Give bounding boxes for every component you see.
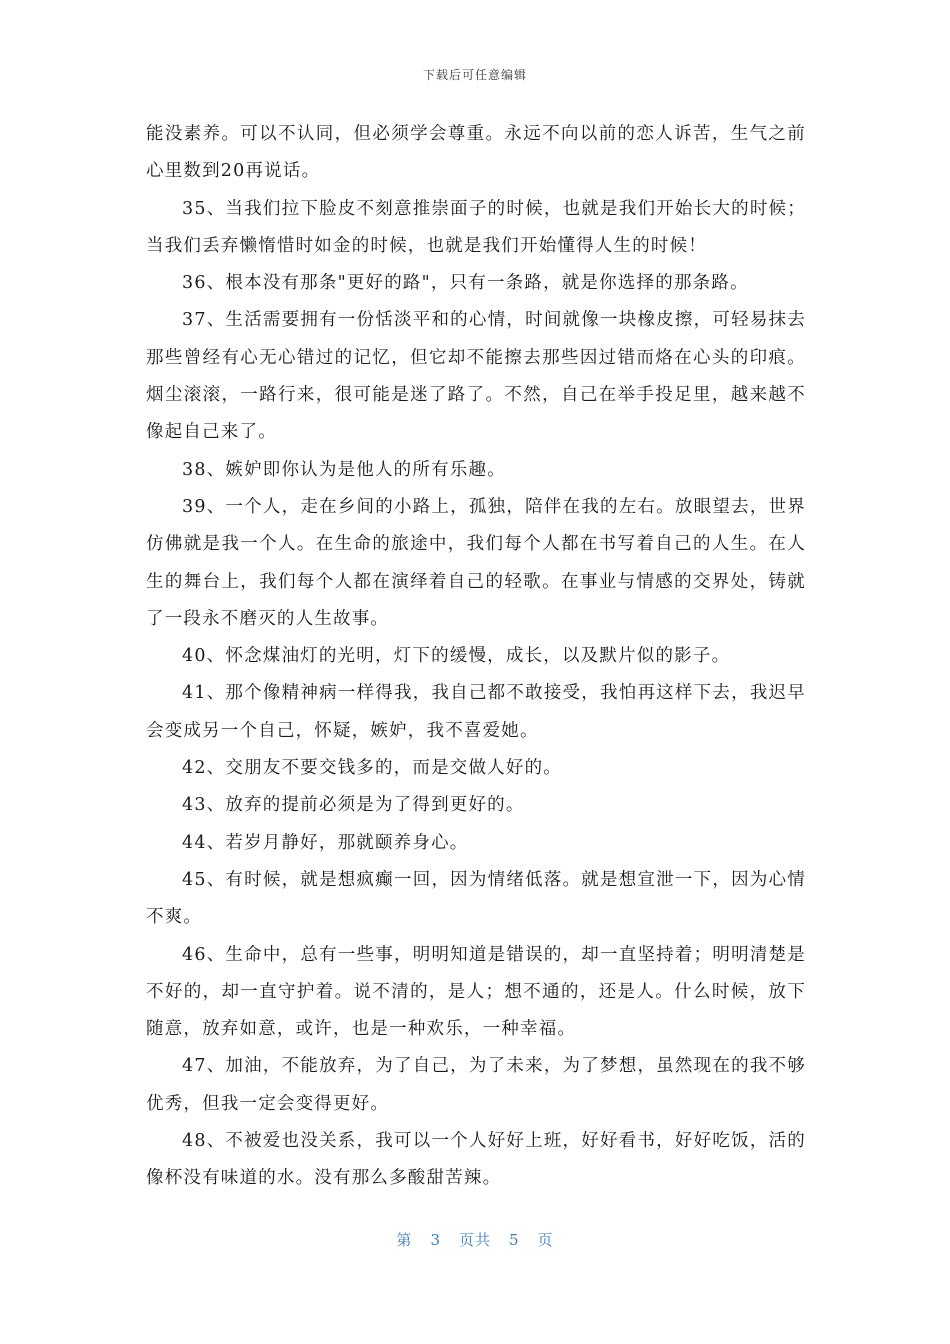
paragraph: 47、加油，不能放弃，为了自己，为了未来，为了梦想，虽然现在的我不够优秀，但我一定会变得更好。 bbox=[146, 1056, 806, 1114]
paragraph: 35、当我们拉下脸皮不刻意推崇面子的时候，也就是我们开始长大的时候；当我们丢弃懒惰惜时如金的时候，也就是我们开始懂得人生的时候！ bbox=[146, 198, 806, 256]
page-header: 下载后可任意编辑 bbox=[422, 68, 527, 82]
paragraph: 44、若岁月静好，那就颐养身心。 bbox=[182, 832, 469, 853]
current-page-number: 3 bbox=[430, 1231, 441, 1249]
paragraph: 42、交朋友不要交钱多的，而是交做人好的。 bbox=[182, 758, 562, 779]
footer-suffix: 页 bbox=[537, 1231, 554, 1249]
footer-prefix: 第 bbox=[396, 1231, 413, 1249]
footer-middle: 页共 bbox=[458, 1231, 491, 1249]
paragraph: 37、生活需要拥有一份恬淡平和的心情，时间就像一块橡皮擦，可轻易抹去那些曾经有心无心错过的记忆，但它却不能擦去那些因过错而烙在心头的印痕。烟尘滚滚，一路行来，很可能是迷了路了。不然，自己在举手投足里，越来越不像起自己来了。 bbox=[146, 310, 806, 443]
paragraph: 45、有时候，就是想疯癫一回，因为情绪低落。就是想宣泄一下，因为心情不爽。 bbox=[146, 869, 806, 928]
paragraph: 36、根本没有那条"更好的路"，只有一条路，就是你选择的那条路。 bbox=[182, 273, 749, 294]
total-pages-number: 5 bbox=[509, 1231, 520, 1249]
paragraph: 46、生命中，总有一些事，明明知道是错误的，却一直坚持着；明明清楚是不好的，却一直守护着。说不清的，是人；想不通的，还是人。什么时候，放下随意，放弃如意，或许，也是一种欢乐，一种幸福。 bbox=[146, 944, 806, 1040]
paragraph: 38、嫉妒即你认为是他人的所有乐趣。 bbox=[182, 459, 506, 480]
paragraph: 43、放弃的提前必须是为了得到更好的。 bbox=[182, 795, 525, 816]
paragraph: 40、怀念煤油灯的光明，灯下的缓慢，成长，以及默片似的影子。 bbox=[182, 646, 731, 667]
page-footer bbox=[0, 1229, 950, 1250]
document-body bbox=[146, 116, 806, 1198]
paragraph: 39、一个人，走在乡间的小路上，孤独，陪伴在我的左右。放眼望去，世界仿佛就是我一个人。在生命的旅途中，我们每个人都在书写着自己的人生。在人生的舞台上，我们每个人都在演绎着自己的轻歌。在事业与情感的交界处，铸就了一段永不磨灭的人生故事。 bbox=[146, 496, 806, 629]
paragraph: 41、那个像精神病一样得我，我自己都不敢接受，我怕再这样下去，我迟早会变成另一个自己，怀疑，嫉妒，我不喜爱她。 bbox=[146, 683, 806, 741]
paragraph: 能没素养。可以不认同，但必须学会尊重。永远不向以前的恋人诉苦，生气之前心里数到20再说话。 bbox=[146, 124, 806, 182]
paragraph: 48、不被爱也没关系，我可以一个人好好上班，好好看书，好好吃饭，活的像杯没有味道的水。没有那么多酸甜苦辣。 bbox=[146, 1131, 806, 1189]
